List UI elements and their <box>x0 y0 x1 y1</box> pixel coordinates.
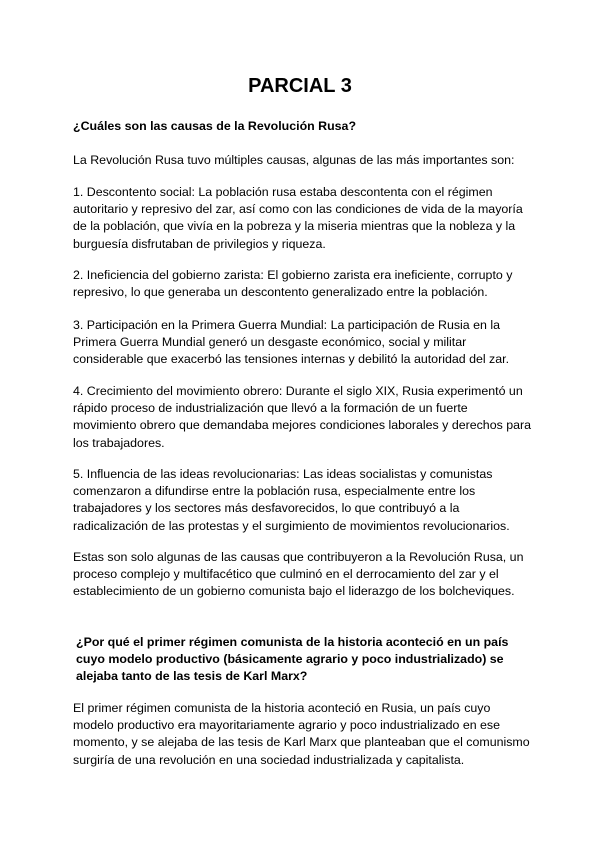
answer-2-paragraph: El primer régimen comunista de la historia aconteció en Rusia, un país cuyo modelo productivo era mayoritariamente agrario y poco industrializado en ese momento, y se alejaba de las tesis de Karl Marx que planteaban que el comunismo surgiría de una revolución en una sociedad industrializada y capitalista. <box>73 701 530 767</box>
question-2: ¿Por qué el primer régimen comunista de la historia aconteció en un país cuyo modelo productivo (básicamente agrario y poco industrializado) se alejaba tanto de las tesis de Karl Marx? <box>76 635 509 684</box>
cause-4-paragraph: 4. Crecimiento del movimiento obrero: Durante el siglo XIX, Rusia experimentó un rápido proceso de industrialización que llevó a la formación de un fuerte movimiento obrero que demandaba mejores condiciones laborales y derechos para los trabajadores. <box>73 384 532 450</box>
intro-paragraph: La Revolución Rusa tuvo múltiples causas, algunas de las más importantes son: <box>73 153 515 167</box>
conclusion-paragraph: Estas son solo algunas de las causas que contribuyeron a la Revolución Rusa, un proceso complejo y multifacético que culminó en el derrocamiento del zar y el establecimiento de un gobierno comunista bajo el liderazgo de los bolcheviques. <box>73 550 524 599</box>
cause-1-paragraph: 1. Descontento social: La población rusa estaba descontenta con el régimen autoritario y represivo del zar, así como con las condiciones de vida de la mayoría de la población, que vivía en la pobreza y la miseria mientras que la nobleza y la burguesía disfrutaban de privilegios y riqueza. <box>73 185 523 251</box>
cause-5-paragraph: 5. Influencia de las ideas revolucionarias: Las ideas socialistas y comunistas comenzaron a difundirse entre la población rusa, especialmente entre los trabajadores y los sectores más desfavorecidos, lo que contribuyó a la radicalización de las protestas y el surgimiento de movimientos revolucionarios. <box>73 467 510 533</box>
cause-2-paragraph: 2. Ineficiencia del gobierno zarista: El gobierno zarista era ineficiente, corrupto y represivo, lo que generaba un descontento generalizado entre la población. <box>73 268 513 300</box>
cause-3-paragraph: 3. Participación en la Primera Guerra Mundial: La participación de Rusia en la Primera Guerra Mundial generó un desgaste económico, social y militar considerable que exacerbó las tensiones internas y debilitó la autoridad del zar. <box>73 318 510 367</box>
question-1: ¿Cuáles son las causas de la Revolución Rusa? <box>73 119 357 133</box>
page-title: PARCIAL 3 <box>248 75 352 97</box>
